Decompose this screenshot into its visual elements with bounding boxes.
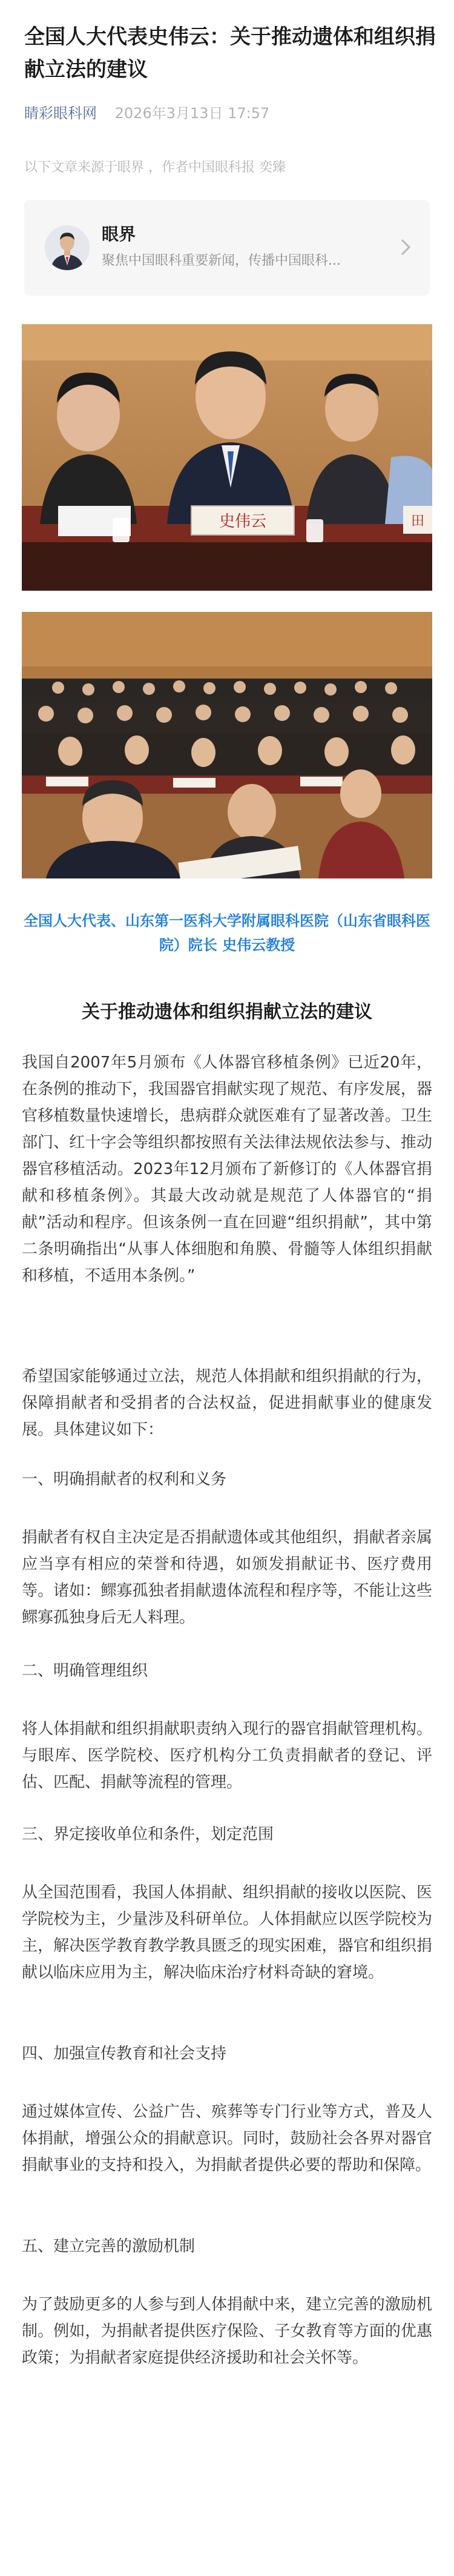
heading-donor-rights: 一、明确捐献者的权利和义务 <box>22 1470 227 1489</box>
account-description: 聚焦中国眼科重要新闻，传播中国眼科... <box>102 253 341 268</box>
account-card[interactable] <box>24 200 430 296</box>
nameplate-text: 史伟云 <box>219 513 267 531</box>
photo-delegates-meeting <box>22 324 432 591</box>
article-title: 全国人大代表史伟云：关于推动遗体和组织捐献立法的建议 <box>24 25 436 82</box>
heading-publicity: 四、加强宣传教育和社会支持 <box>22 2045 227 2063</box>
article-source-link[interactable]: 睛彩眼科网 <box>24 105 97 122</box>
paragraph-incentives: 为了鼓励更多的人参与到人体捐献中来，建立完善的激励机制。例如，为捐献者提供医疗保险、子女教育等方面的优惠政策；为捐献者家庭提供经济援助和社会关怀等。 <box>22 2295 432 2367</box>
heading-receiving-units: 三、界定接收单位和条件，划定范围 <box>22 1825 274 1844</box>
heading-incentives: 五、建立完善的激励机制 <box>22 2237 196 2256</box>
photo-caption: 全国人大代表、山东第一医科大学附属眼科医院（山东省眼科医院）院长 史伟云教授 <box>24 912 430 954</box>
photo-congress-hall <box>22 612 432 878</box>
paragraph-background: 我国自2007年5月颁布《人体器官移植条例》已近20年，在条例的推动下，我国器官捐献实现了规范、有序发展，器官移植数量快速增长，患病群众就医难有了显著改善。卫生部门、红十字会等组织都按照有关法律法规依法参与、推动器官移植活动。2023年12月颁布了新修订的《人体器官捐献和移植条例》。其最大改动就是规范了人体器官的“捐献”活动和程序。但该条例一直在回避“组织捐献”，其中第二条明确指出“从事人体细胞和角膜、骨髓等人体组织捐献和移植，不适用本条例。” <box>22 1054 432 1285</box>
paragraph-receiving-units: 从全国范围看，我国人体捐献、组织捐献的接收以医院、医学院校为主，少量涉及科研单位。人体捐献应以医学院校为主，解决医学教育教学教具匮乏的现实困难，器官和组织捐献以临床应用为主，解决临床治疗材料奇缺的窘境。 <box>22 1884 432 1982</box>
article-date: 2026年3月13日 17:57 <box>114 105 270 122</box>
paragraph-donor-rights: 捐献者有权自主决定是否捐献遗体或其他组织，捐献者亲属应当享有相应的荣誉和待遇，如颁发捐献证书、医疗费用等。诸如：鳏寡孤独者捐献遗体流程和程序等，不能让这些鳏寡孤独身后无人料理。 <box>22 1529 432 1627</box>
paragraph-management: 将人体捐献和组织捐献职责纳入现行的器官捐献管理机构。与眼库、医学院校、医疗机构分工负责捐献者的登记、评估、匹配、捐献等流程的管理。 <box>22 1720 432 1791</box>
chevron-right-icon <box>400 236 412 258</box>
account-name: 眼界 <box>102 224 136 244</box>
paragraph-publicity: 通过媒体宣传、公益广告、殡葬等专门行业等方式，普及人体捐献，增强公众的捐献意识。同时，鼓励社会各界对器官捐献事业的支持和投入，为捐献者提供必要的帮助和保障。 <box>22 2103 432 2174</box>
paragraph-proposal-intro: 希望国家能够通过立法，规范人体捐献和组织捐献的行为，保障捐献者和受捐者的合法权益，促进捐献事业的健康发展。具体建议如下： <box>22 1367 432 1439</box>
repost-note: 以下文章来源于眼界 ，作者中国眼科报 奕臻 <box>24 160 286 175</box>
nameplate-right-text: 田 <box>410 514 425 529</box>
article-meta <box>24 103 269 124</box>
person-avatar-icon <box>45 225 90 270</box>
section-title: 关于推动遗体和组织捐献立法的建议 <box>82 1001 372 1023</box>
heading-management: 二、明确管理组织 <box>22 1662 148 1680</box>
